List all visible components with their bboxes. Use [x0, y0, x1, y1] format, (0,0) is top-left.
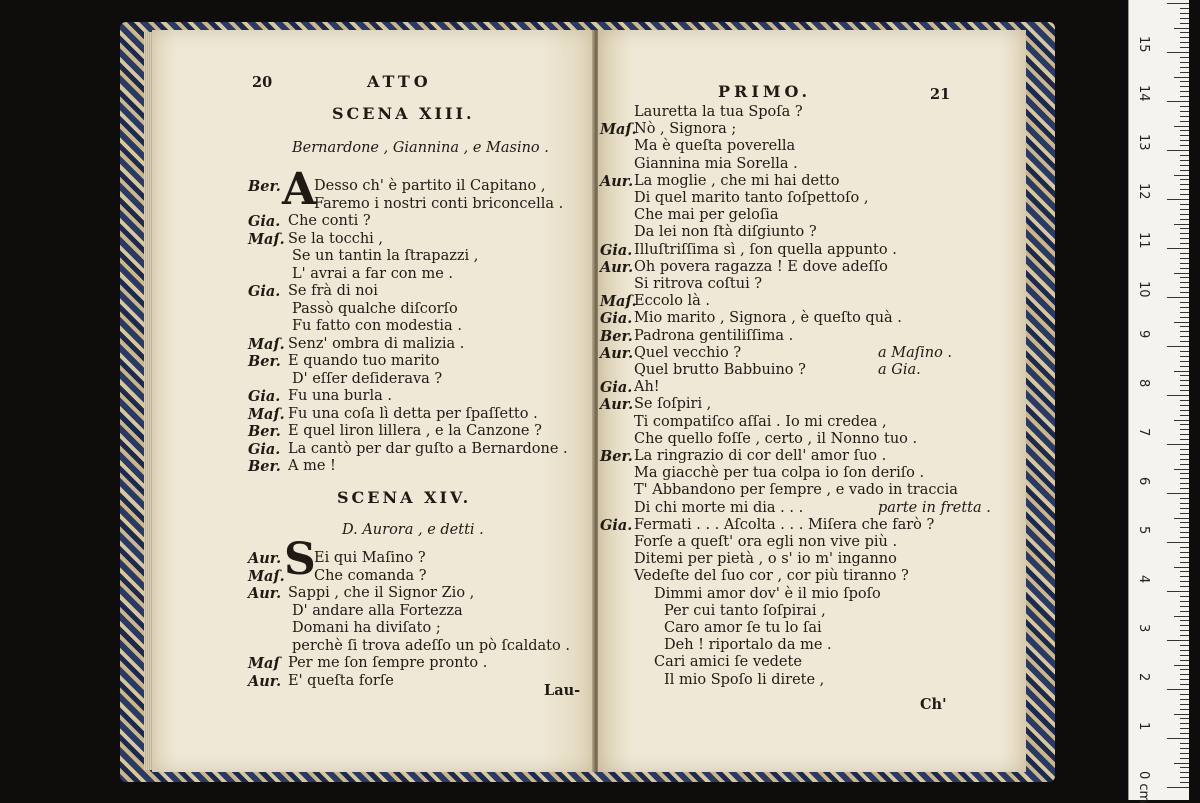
verse-line: Per me ſon ſempre pronto .	[288, 655, 488, 671]
ruler-tick	[1180, 718, 1189, 719]
verse-line: Se la tocchi ,	[288, 230, 384, 247]
verse-line: Che mai per geloſia	[634, 207, 779, 224]
verse-line: Se frà di noi	[288, 283, 378, 299]
scene13-dropcap: A	[282, 164, 317, 215]
ruler-number: 5	[1136, 526, 1151, 535]
verse-line: Fermati . . . Aſcolta . . . Miſera che farò ?	[634, 516, 935, 533]
verse-line: La cantò per dar guſto a Bernardone .	[288, 440, 568, 457]
ruler-tick	[1174, 322, 1189, 323]
ruler-tick	[1180, 62, 1189, 63]
verse-line: Ma è queſta poverella	[634, 138, 796, 155]
ruler-tick	[1180, 380, 1189, 381]
ruler-tick	[1180, 527, 1189, 528]
ruler-tick	[1180, 67, 1189, 68]
ruler-tick	[1180, 253, 1189, 254]
ruler-tick	[1174, 126, 1189, 127]
ruler-tick	[1180, 552, 1189, 553]
verse-line: Il mio Spoſo li direte ,	[664, 671, 825, 688]
ruler-tick	[1180, 513, 1189, 514]
measuring-ruler	[1128, 0, 1189, 803]
ruler-tick	[1174, 518, 1189, 519]
verse-line: Fu una burla .	[288, 388, 392, 404]
ruler-tick	[1180, 37, 1189, 38]
ruler-tick	[1180, 547, 1189, 548]
ruler-tick	[1167, 346, 1189, 347]
verse-line: E quando tuo marito	[288, 353, 440, 369]
ruler-tick	[1180, 439, 1189, 440]
speaker-label: Gia.	[600, 241, 633, 259]
ruler-tick	[1180, 351, 1189, 352]
right-page-number: 21	[930, 86, 951, 103]
speaker-label: Gia.	[600, 516, 633, 534]
ruler-tick	[1167, 101, 1189, 102]
ruler-number: 11	[1136, 232, 1151, 249]
ruler-tick	[1180, 130, 1189, 131]
stage-direction: a Maſino .	[878, 344, 953, 361]
verse-line: La ringrazio di cor dell' amor ſuo .	[634, 448, 887, 464]
ruler-tick	[1180, 121, 1189, 122]
speaker-label: Ber.	[248, 423, 281, 440]
ruler-tick	[1180, 508, 1189, 509]
verse-line: A me !	[288, 458, 336, 474]
ruler-tick	[1180, 238, 1189, 239]
speaker-label: Ber.	[600, 448, 633, 465]
speaker-label: Aur.	[600, 258, 634, 276]
ruler-tick	[1180, 473, 1189, 474]
verse-line: D' eſſer deſiderava ?	[292, 370, 443, 387]
ruler-tick	[1180, 287, 1189, 288]
ruler-tick	[1180, 18, 1189, 19]
ruler-tick	[1180, 522, 1189, 523]
ruler-tick	[1180, 424, 1189, 425]
ruler-tick	[1180, 96, 1189, 97]
verse-line: perchè ſi trova adeſſo un pò ſcaldato .	[292, 637, 570, 654]
ruler-tick	[1180, 606, 1189, 607]
ruler-tick	[1180, 660, 1189, 661]
ruler-tick	[1180, 194, 1189, 195]
ruler-tick	[1174, 469, 1189, 470]
verse-line: Ah!	[634, 379, 660, 396]
verse-line: Deh ! riportalo da me .	[664, 637, 832, 654]
ruler-number: 8	[1136, 379, 1151, 388]
ruler-tick	[1180, 214, 1189, 215]
verse-line: Padrona gentiliſſima .	[634, 327, 794, 344]
ruler-tick	[1180, 777, 1189, 778]
verse-line: Ti compatiſco aſſai . Io mi credea ,	[634, 413, 887, 430]
ruler-number: 3	[1136, 624, 1151, 633]
ruler-tick	[1174, 371, 1189, 372]
speaker-label: Maſ.	[248, 567, 285, 585]
ruler-tick	[1180, 356, 1189, 357]
ruler-tick	[1180, 282, 1189, 283]
speaker-label: Ber.	[248, 458, 281, 475]
ruler-tick	[1180, 576, 1189, 577]
ruler-tick	[1174, 175, 1189, 176]
verse-line: Giannina mia Sorella .	[634, 155, 798, 172]
ruler-tick	[1167, 787, 1189, 788]
speaker-label: Maſ.	[600, 293, 637, 311]
ruler-tick	[1180, 385, 1189, 386]
ruler-tick	[1180, 532, 1189, 533]
verse-line: E' queſta forſe	[288, 672, 394, 689]
ruler-tick	[1180, 307, 1189, 308]
ruler-tick	[1167, 52, 1189, 53]
ruler-tick	[1180, 336, 1189, 337]
verse-line: Faremo i nostri conti briconcella .	[314, 195, 564, 212]
ruler-tick	[1180, 635, 1189, 636]
ruler-number: 9	[1136, 330, 1151, 339]
ruler-tick	[1180, 586, 1189, 587]
verse-line: Fu fatto con modestia .	[292, 318, 462, 334]
verse-line: Illuſtriſſima sì , ſon quella appunto .	[634, 241, 897, 258]
ruler-tick	[1174, 714, 1189, 715]
ruler-number: 7	[1136, 428, 1151, 437]
ruler-number: 1	[1136, 722, 1151, 731]
verse-line: D' andare alla Fortezza	[292, 602, 463, 619]
verse-line: Si ritrova coſtui ?	[634, 276, 763, 292]
verse-line: Passò qualche diſcorſo	[292, 300, 458, 317]
verse-line: Sappi , che il Signor Zio ,	[288, 585, 475, 601]
ruler-tick	[1180, 454, 1189, 455]
ruler-tick	[1180, 331, 1189, 332]
verse-line: T' Abbandono per ſempre , e vado in traccia	[634, 482, 958, 499]
ruler-tick	[1180, 630, 1189, 631]
verse-line: Ei qui Maſino ?	[314, 550, 426, 566]
ruler-tick	[1180, 189, 1189, 190]
ruler-tick	[1180, 483, 1189, 484]
speaker-label: Maſ.	[248, 405, 285, 423]
ruler-tick	[1180, 772, 1189, 773]
ruler-tick	[1167, 542, 1189, 543]
ruler-tick	[1180, 601, 1189, 602]
ruler-tick	[1180, 160, 1189, 161]
ruler-tick	[1167, 248, 1189, 249]
ruler-tick	[1174, 665, 1189, 666]
verse-line: Di quel marito tanto ſoſpettoſo ,	[634, 190, 869, 206]
verse-line: Per cui tanto ſoſpirai ,	[664, 602, 826, 619]
ruler-tick	[1180, 57, 1189, 58]
ruler-tick	[1174, 28, 1189, 29]
ruler-tick	[1180, 753, 1189, 754]
ruler-tick	[1180, 111, 1189, 112]
ruler-tick	[1180, 116, 1189, 117]
left-page	[152, 30, 594, 772]
ruler-tick	[1167, 199, 1189, 200]
scene14-characters: D. Aurora , e detti .	[342, 522, 484, 538]
ruler-tick	[1180, 758, 1189, 759]
ruler-tick	[1180, 596, 1189, 597]
ruler-tick	[1180, 8, 1189, 9]
verse-line: Che quello foſſe , certo , il Nonno tuo .	[634, 430, 918, 447]
ruler-number: 15	[1136, 36, 1151, 53]
ruler-tick	[1180, 366, 1189, 367]
speaker-label: Ber.	[600, 327, 633, 345]
ruler-tick	[1180, 562, 1189, 563]
ruler-tick	[1180, 317, 1189, 318]
ruler-tick	[1180, 581, 1189, 582]
open-book	[120, 22, 1055, 782]
ruler-tick	[1180, 478, 1189, 479]
ruler-tick	[1167, 689, 1189, 690]
verse-line: Lauretta la tua Spoſa ?	[634, 104, 803, 120]
ruler-tick	[1180, 302, 1189, 303]
speaker-label: Gia.	[248, 213, 281, 230]
ruler-tick	[1180, 179, 1189, 180]
verse-line: Senz' ombra di malizia .	[288, 335, 465, 352]
ruler-number: 10	[1136, 281, 1151, 298]
verse-line: Fu una coſa lì detta per ſpaſſetto .	[288, 405, 538, 422]
verse-line: Che comanda ?	[314, 567, 427, 584]
verse-line: Quel brutto Babbuino ?	[634, 362, 806, 378]
ruler-tick	[1180, 145, 1189, 146]
ruler-tick	[1180, 704, 1189, 705]
ruler-tick	[1180, 219, 1189, 220]
ruler-tick	[1180, 361, 1189, 362]
ruler-tick	[1180, 498, 1189, 499]
ruler-tick	[1180, 748, 1189, 749]
verse-line: Dimmi amor dov' è il mio ſpoſo	[654, 585, 881, 602]
speaker-label: Maſ.	[248, 335, 285, 353]
ruler-tick	[1180, 400, 1189, 401]
speaker-label: Gia.	[600, 379, 633, 397]
ruler-tick	[1180, 709, 1189, 710]
ruler-tick	[1180, 723, 1189, 724]
ruler-tick	[1180, 326, 1189, 327]
ruler-tick	[1180, 464, 1189, 465]
ruler-tick	[1174, 567, 1189, 568]
verse-line: Ma giacchè per tua colpa io ſon deriſo .	[634, 465, 925, 482]
ruler-tick	[1180, 292, 1189, 293]
speaker-label: Gia.	[248, 440, 281, 458]
verse-line: E quel liron lillera , e la Canzone ?	[288, 423, 542, 439]
ruler-tick	[1180, 503, 1189, 504]
ruler-tick	[1174, 616, 1189, 617]
ruler-tick	[1180, 81, 1189, 82]
ruler-tick	[1167, 444, 1189, 445]
ruler-tick	[1180, 611, 1189, 612]
ruler-tick	[1180, 537, 1189, 538]
verse-line: Se un tantin la ſtrapazzi ,	[292, 248, 479, 264]
speaker-label: Aur.	[600, 172, 634, 190]
ruler-tick	[1180, 106, 1189, 107]
ruler-tick	[1167, 640, 1189, 641]
ruler-tick	[1180, 743, 1189, 744]
ruler-tick	[1180, 86, 1189, 87]
ruler-tick	[1180, 204, 1189, 205]
speaker-label: Ber.	[248, 353, 281, 370]
ruler-tick	[1180, 32, 1189, 33]
speaker-label: Maſ.	[248, 230, 285, 248]
verse-line: Oh povera ragazza ! E dove adeſſo	[634, 258, 888, 275]
verse-line: Quel vecchio ?	[634, 344, 742, 361]
scene13-heading: SCENA XIII.	[332, 104, 475, 123]
ruler-tick	[1180, 390, 1189, 391]
stage-direction: a Gia.	[878, 362, 921, 378]
ruler-tick	[1180, 72, 1189, 73]
ruler-tick	[1180, 91, 1189, 92]
ruler-tick	[1180, 620, 1189, 621]
verse-line: Forſe a queſt' ora egli non vive più .	[634, 534, 898, 550]
ruler-tick	[1180, 155, 1189, 156]
ruler-tick	[1180, 405, 1189, 406]
verse-line: Nò , Signora ;	[634, 121, 737, 138]
ruler-number: 13	[1136, 134, 1151, 151]
verse-line: Domani ha diviſato ;	[292, 620, 441, 636]
ruler-tick	[1180, 625, 1189, 626]
ruler-tick	[1180, 434, 1189, 435]
ruler-tick	[1180, 557, 1189, 558]
verse-line: Da lei non ſtà diſgiunto ?	[634, 224, 817, 241]
verse-line: Desso ch' è partito il Capitano ,	[314, 178, 546, 194]
ruler-tick	[1180, 263, 1189, 264]
speaker-label: Aur.	[600, 396, 634, 414]
ruler-tick	[1180, 684, 1189, 685]
ruler-tick	[1174, 763, 1189, 764]
right-running-head: PRIMO.	[718, 82, 812, 101]
ruler-tick	[1167, 150, 1189, 151]
ruler-tick	[1180, 694, 1189, 695]
ruler-tick	[1180, 277, 1189, 278]
ruler-tick	[1180, 728, 1189, 729]
ruler-tick	[1180, 410, 1189, 411]
verse-line: Eccolo là .	[634, 293, 711, 310]
speaker-label: Aur.	[248, 585, 282, 602]
ruler-tick	[1174, 77, 1189, 78]
speaker-label: Gia.	[248, 388, 281, 405]
ruler-tick	[1180, 733, 1189, 734]
speaker-label: Ber.	[248, 178, 281, 195]
ruler-tick	[1167, 3, 1189, 4]
verse-line: Mio marito , Signora , è queſto quà .	[634, 310, 902, 327]
ruler-tick	[1180, 228, 1189, 229]
verse-line: Vedeſte del ſuo cor , cor più tiranno ?	[634, 568, 909, 585]
ruler-number: 14	[1136, 85, 1151, 102]
ruler-number: 12	[1136, 183, 1151, 200]
ruler-tick	[1180, 258, 1189, 259]
ruler-tick	[1180, 655, 1189, 656]
ruler-number: 0 cm	[1136, 771, 1151, 803]
ruler-tick	[1180, 312, 1189, 313]
ruler-tick	[1180, 140, 1189, 141]
ruler-tick	[1180, 209, 1189, 210]
verse-line: Caro amor ſe tu lo ſai	[664, 620, 822, 636]
ruler-tick	[1180, 669, 1189, 670]
left-page-number: 20	[252, 74, 273, 91]
ruler-tick	[1180, 415, 1189, 416]
speaker-label: Gia.	[600, 310, 633, 328]
speaker-label: Maſ.	[600, 121, 637, 139]
ruler-tick	[1167, 395, 1189, 396]
ruler-tick	[1180, 243, 1189, 244]
verse-line: Ditemi per pietà , o s' io m' inganno	[634, 551, 897, 568]
ruler-tick	[1180, 699, 1189, 700]
verse-line: La moglie , che mi hai detto	[634, 172, 840, 189]
speaker-label: Aur.	[248, 550, 282, 567]
verse-line: Se ſoſpiri ,	[634, 396, 712, 413]
ruler-tick	[1180, 679, 1189, 680]
stage-direction: parte in fretta .	[878, 499, 991, 516]
ruler-tick	[1180, 449, 1189, 450]
ruler-tick	[1167, 738, 1189, 739]
ruler-tick	[1180, 767, 1189, 768]
left-running-head: ATTO	[367, 72, 432, 91]
ruler-tick	[1180, 488, 1189, 489]
speaker-label: Gia.	[248, 283, 281, 300]
scene14-heading: SCENA XIV.	[337, 488, 472, 507]
speaker-label: Aur.	[248, 672, 282, 690]
verse-line: L' avrai a far con me .	[292, 265, 454, 282]
ruler-number: 6	[1136, 477, 1151, 486]
ruler-tick	[1180, 135, 1189, 136]
scene13-characters: Bernardone , Giannina , e Masino .	[292, 140, 549, 156]
ruler-tick	[1167, 591, 1189, 592]
ruler-tick	[1180, 341, 1189, 342]
ruler-tick	[1180, 429, 1189, 430]
verse-line: Che conti ?	[288, 213, 371, 229]
ruler-tick	[1180, 184, 1189, 185]
speaker-label: Aur.	[600, 344, 634, 362]
ruler-tick	[1180, 375, 1189, 376]
ruler-tick	[1180, 42, 1189, 43]
ruler-tick	[1180, 650, 1189, 651]
ruler-tick	[1180, 571, 1189, 572]
speaker-label: Maſ	[248, 655, 280, 672]
ruler-number: 4	[1136, 575, 1151, 584]
right-catchword: Ch'	[920, 696, 947, 713]
ruler-tick	[1180, 170, 1189, 171]
ruler-tick	[1180, 782, 1189, 783]
ruler-tick	[1180, 674, 1189, 675]
ruler-tick	[1174, 420, 1189, 421]
ruler-tick	[1180, 23, 1189, 24]
verse-line: Di chi morte mi dia . . .	[634, 499, 804, 516]
left-catchword: Lau-	[544, 682, 581, 699]
ruler-tick	[1180, 459, 1189, 460]
ruler-tick	[1180, 47, 1189, 48]
ruler-tick	[1180, 13, 1189, 14]
ruler-tick	[1180, 645, 1189, 646]
right-page	[598, 30, 1026, 772]
ruler-tick	[1167, 493, 1189, 494]
ruler-tick	[1180, 165, 1189, 166]
ruler-tick	[1180, 233, 1189, 234]
ruler-tick	[1174, 224, 1189, 225]
verse-line: Cari amici ſe vedete	[654, 654, 802, 671]
ruler-tick	[1167, 297, 1189, 298]
scene14-dropcap: S	[284, 534, 316, 585]
ruler-tick	[1174, 273, 1189, 274]
ruler-number: 2	[1136, 673, 1151, 682]
ruler-tick	[1180, 268, 1189, 269]
